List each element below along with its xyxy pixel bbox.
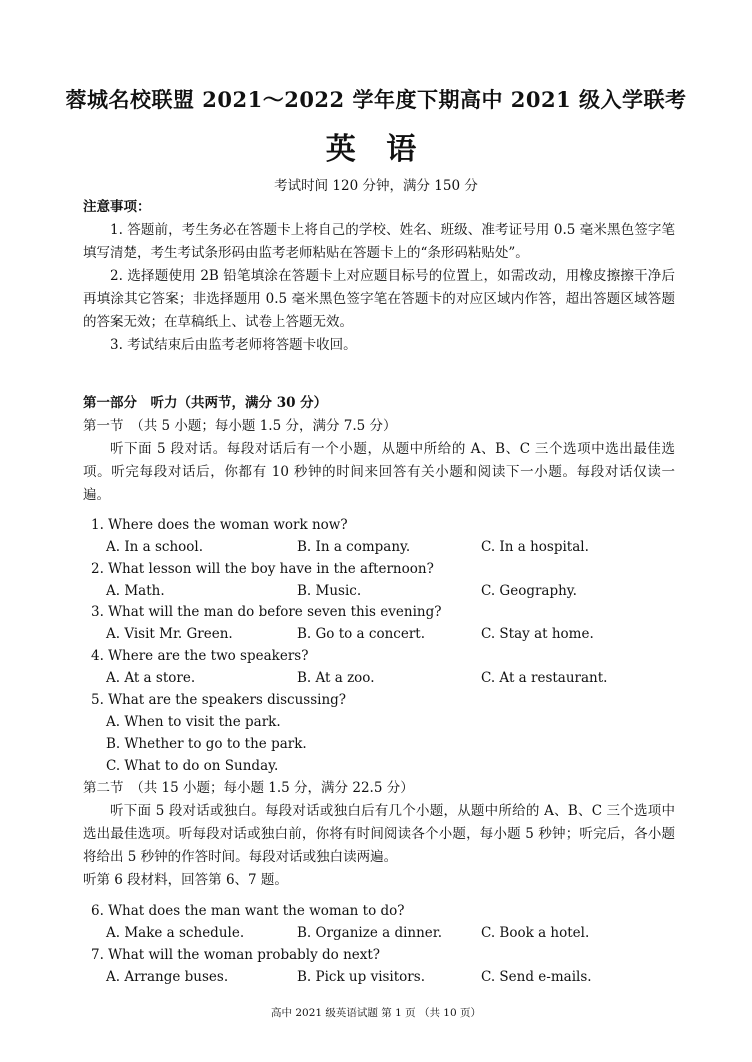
section2-header (83, 777, 675, 892)
exam-title: 蓉城名校联盟 2021～2022 学年度下期高中 2021 级入学联考 (65, 87, 687, 112)
option-c: C. At a restaurant. (481, 670, 608, 686)
notice-section (83, 196, 675, 357)
option-a: A. Arrange buses. (106, 969, 229, 985)
part1-header (83, 392, 675, 507)
question-stem: 5. What are the speakers discussing? (91, 692, 347, 708)
material-note: 听第 6 段材料，回答第 6、7 题。 (83, 872, 288, 888)
section2-instructions: 听下面 5 段对话或独白。每段对话或独白后有几个小题，从题中所给的 A、B、C 三个选项中选出最佳选项。听每段对话或独白前，你将有时间阅读各个小题，每小题 5 秒钟；听完后，各小题将给出 5 秒钟的作答时间。每段对话或独白读两遍。 (83, 803, 675, 865)
notice-item: 3. 考试结束后由监考老师将答题卡收回。 (110, 337, 357, 353)
option-b: B. Organize a dinner. (297, 925, 443, 941)
question-stem: 1. Where does the woman work now? (91, 517, 348, 533)
option-a: A. Visit Mr. Green. (106, 626, 233, 642)
option-c: C. Stay at home. (481, 626, 594, 642)
option-c: C. Geography. (481, 583, 577, 599)
option-c: C. What to do on Sunday. (106, 758, 279, 774)
option-a: A. Math. (106, 583, 165, 599)
question-stem: 7. What will the woman probably do next? (91, 947, 381, 963)
option-c: C. In a hospital. (481, 539, 589, 555)
option-a: A. At a store. (106, 670, 196, 686)
question-stem: 3. What will the man do before seven this evening? (91, 604, 442, 620)
page-footer: 高中 2021 级英语试题 第 1 页 （共 10 页） (271, 1007, 481, 1019)
section1-instructions: 听下面 5 段对话。每段对话后有一个小题，从题中所给的 A、B、C 三个选项中选出最佳选项。听完每段对话后，你都有 10 秒钟的时间来回答有关小题和阅读下一小题。每段对话仅读一遍。 (83, 441, 675, 503)
exam-info: 考试时间 120 分钟，满分 150 分 (274, 178, 478, 194)
option-c: C. Send e-mails. (481, 969, 592, 985)
option-a: A. In a school. (106, 539, 204, 555)
question-stem: 4. Where are the two speakers? (91, 648, 309, 664)
subject-title: 英 语 (325, 132, 427, 167)
option-b: B. Whether to go to the park. (106, 736, 307, 752)
option-a: A. Make a schedule. (106, 925, 245, 941)
part1-heading: 第一部分 听力（共两节，满分 30 分） (83, 395, 328, 411)
option-b: B. Go to a concert. (297, 626, 425, 642)
notice-item: 2. 选择题使用 2B 铅笔填涂在答题卡上对应题目标号的位置上，如需改动，用橡皮擦擦干净后再填涂其它答案；非选择题用 0.5 毫米黑色签字笔在答题卡的对应区域内作答，超出答题区域答题的答案无效；在草稿纸上、试卷上答题无效。 (83, 268, 675, 330)
option-b: B. In a company. (297, 539, 411, 555)
notice-item: 1. 答题前，考生务必在答题卡上将自己的学校、姓名、班级、准考证号用 0.5 毫米黑色签字笔填写清楚，考生考试条形码由监考老师粘贴在答题卡上的“条形码粘贴处”。 (83, 222, 675, 261)
option-b: B. Pick up visitors. (297, 969, 425, 985)
question-stem: 6. What does the man want the woman to do? (91, 903, 405, 919)
section1-heading: 第一节 （共 5 小题；每小题 1.5 分，满分 7.5 分） (83, 418, 397, 434)
section2-heading: 第二节 （共 15 小题；每小题 1.5 分，满分 22.5 分） (83, 780, 414, 796)
question-stem: 2. What lesson will the boy have in the afternoon? (91, 561, 434, 577)
option-a: A. When to visit the park. (106, 714, 281, 730)
option-b: B. Music. (297, 583, 362, 599)
notice-heading: 注意事项： (83, 199, 151, 215)
option-c: C. Book a hotel. (481, 925, 590, 941)
option-b: B. At a zoo. (297, 670, 375, 686)
